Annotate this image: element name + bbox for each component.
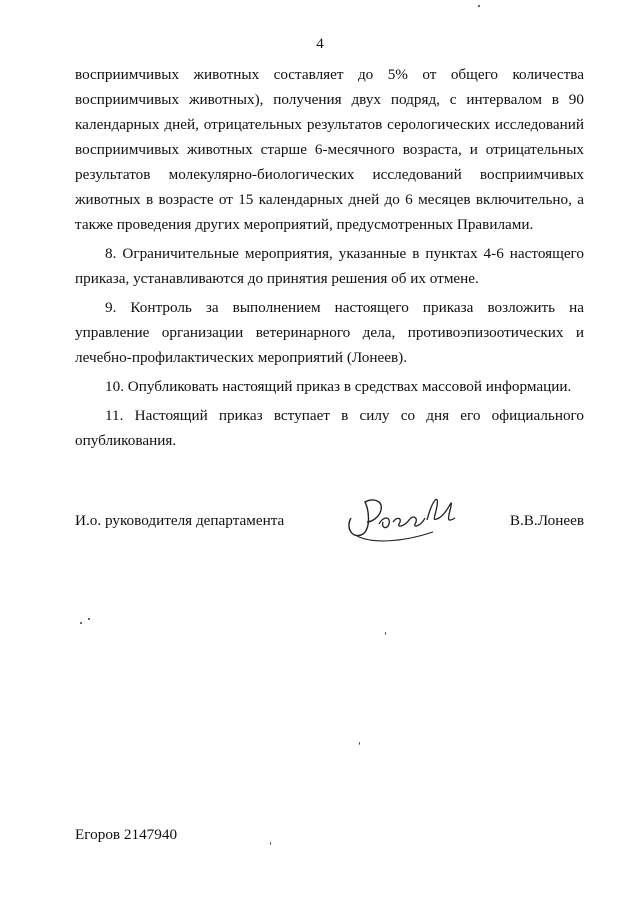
paragraph-10: 10. Опубликовать настоящий приказ в средствах массовой информации. [105,378,572,395]
signatory-title: И.о. руководителя департамента [75,512,285,529]
scan-speck [478,5,480,7]
handwritten-signature [343,488,473,548]
page-number: 4 [316,36,324,52]
scan-speck [385,632,386,635]
paragraph-9: 9. Контроль за выполнением настоящего приказа возложить на управление организации ветеринарного дела, противоэпизоотических и лечебно-профилактических мероприятий (Лонеев). [75,299,584,366]
scan-speck [88,618,90,620]
scan-speck [80,622,82,624]
scan-speck [270,842,271,845]
paragraph-continuation: восприимчивых животных составляет до 5% от общего количества восприимчивых животных), получения двух подряд, с интервалом в 90 календарных дней, отрицательных результатов серологических исследований восприимчивых животных старше 6-месячного возраста, и отрицательных результатов молекулярно-биологических исследований восприимчивых животных в возрасте от 15 календарных дней до 6 месяцев включительно, а также проведения других мероприятий, предусмотренных Правилами. [75,66,584,233]
document-body [75,62,584,453]
executor-note: Егоров 2147940 [75,826,178,843]
signatory-name: В.В.Лонеев [509,512,584,529]
paragraph-8: 8. Ограничительные мероприятия, указанные в пунктах 4-6 настоящего приказа, устанавливаются до принятия решения об их отмене. [75,245,584,287]
scan-speck [359,742,360,745]
paragraph-11: 11. Настоящий приказ вступает в силу со дня его официального опубликования. [75,407,584,449]
